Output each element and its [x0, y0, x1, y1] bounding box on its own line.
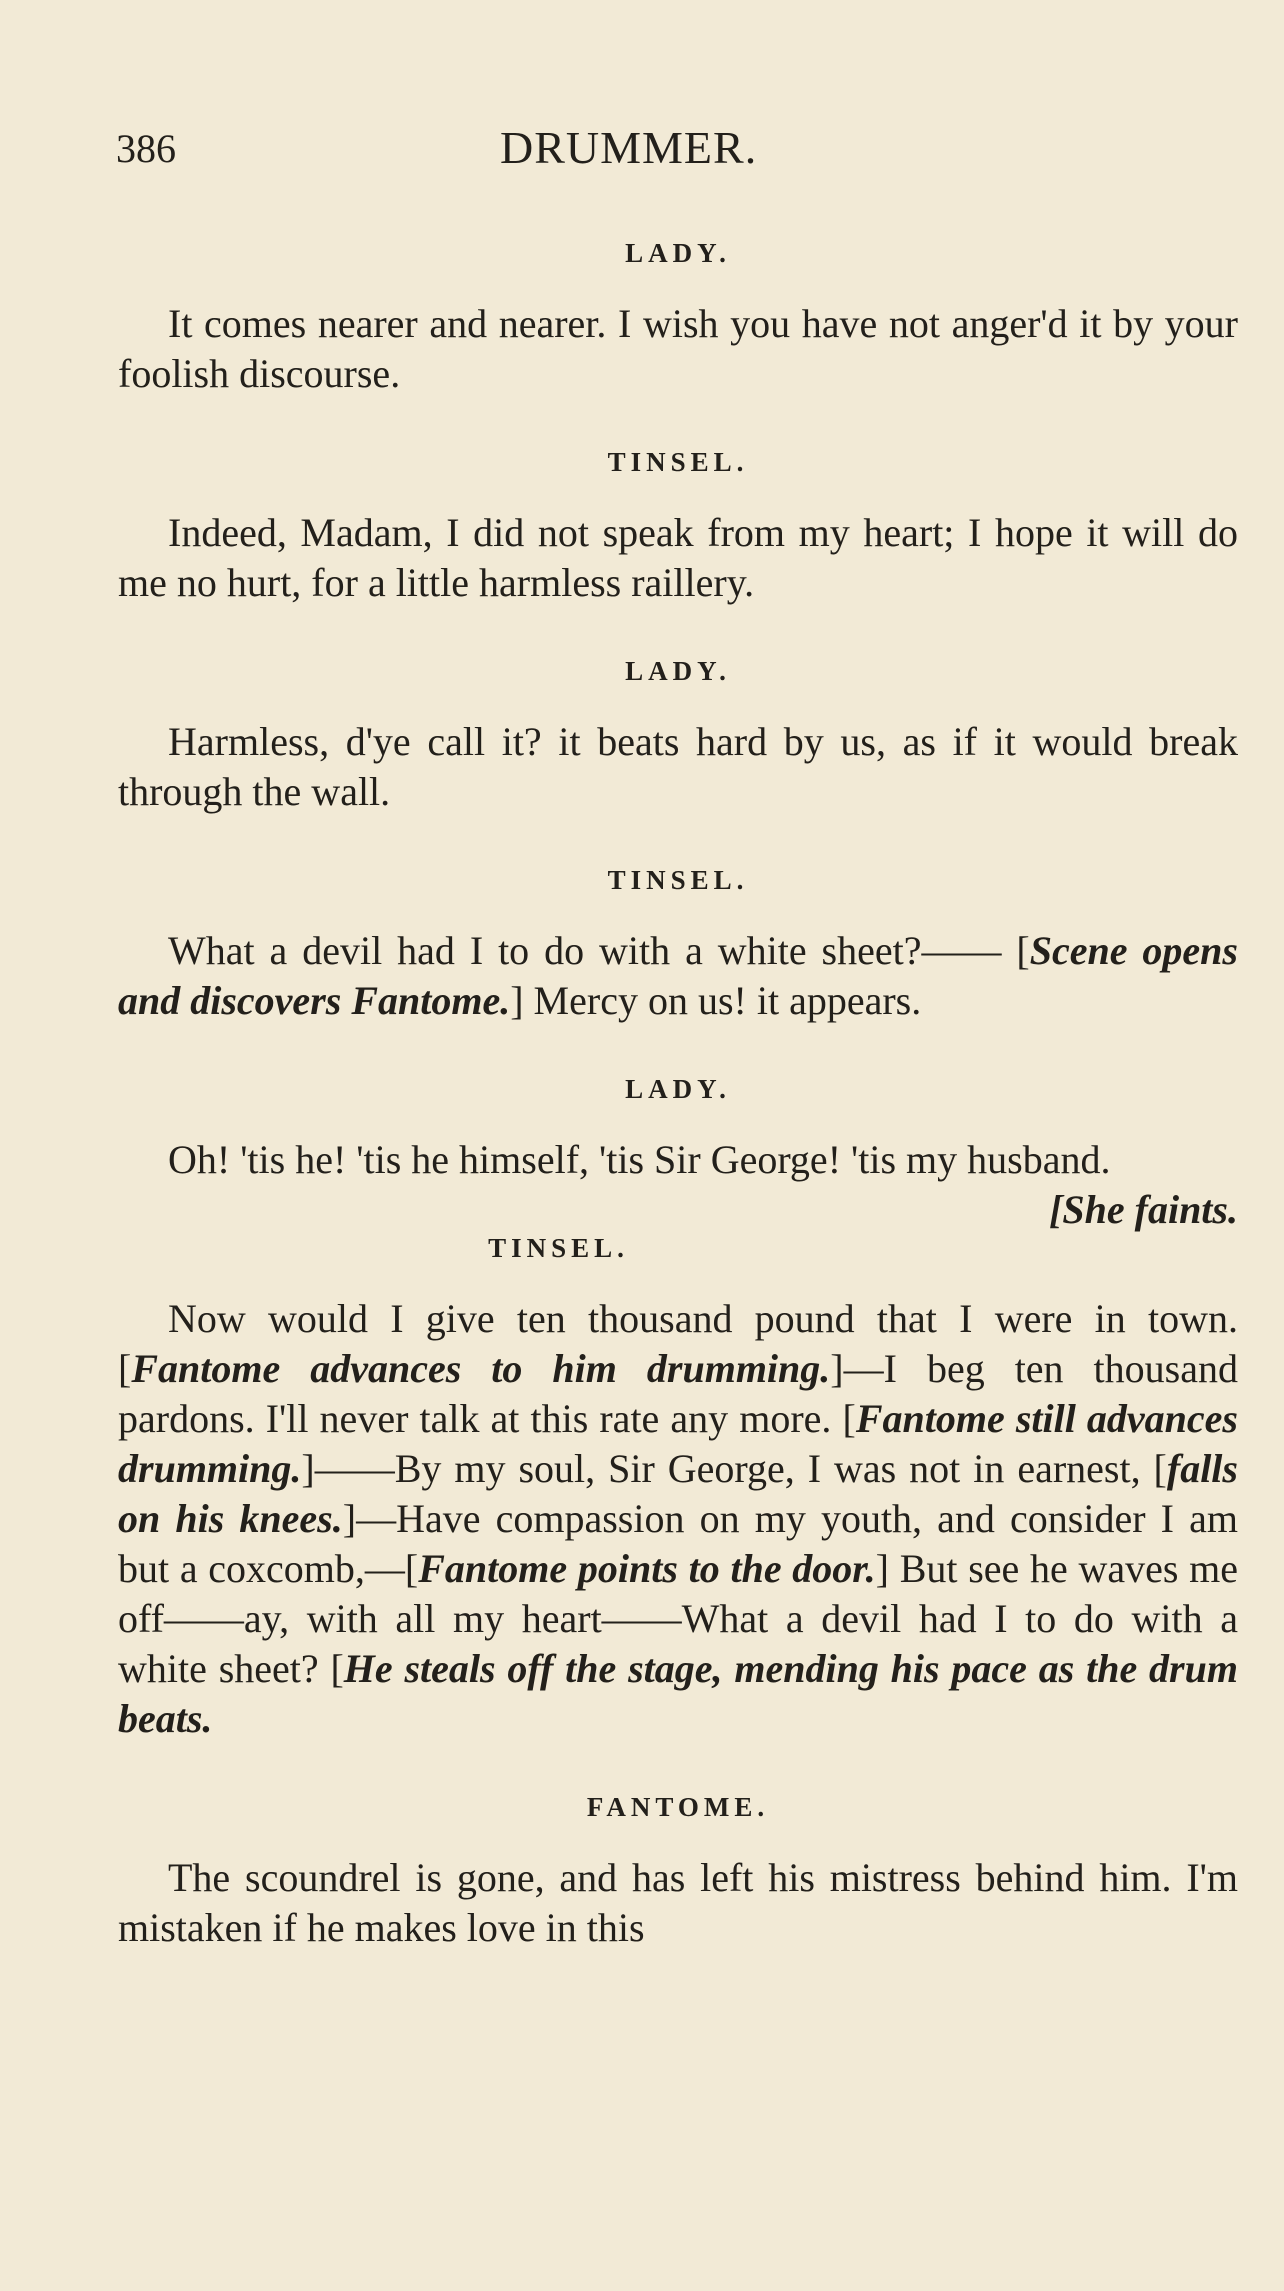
- dialogue-text: Indeed, Madam, I did not speak from my heart; I hope it will do me no hurt, for a little harmless raillery.: [118, 510, 1238, 605]
- stage-direction: Fantome still advances drumming.: [118, 1396, 1238, 1491]
- stage-direction: Fantome advances to him drumming.: [131, 1346, 831, 1391]
- dialogue-text: ] But see he waves me off——ay, with all my heart——What a devil had I to do with a white sheet? [: [118, 1546, 1239, 1691]
- stage-direction: [She faints.: [1049, 1187, 1238, 1232]
- speaker-name: TINSEL.: [607, 447, 749, 477]
- page-header: [0, 115, 1284, 195]
- speech-text: [118, 1135, 1238, 1232]
- dialogue-text: Now would I give ten thousand pound that I were in town. [: [118, 1296, 1238, 1391]
- speaker-name: TINSEL.: [488, 1233, 629, 1263]
- speaker-name: LADY.: [625, 1074, 731, 1104]
- dialogue-text: ]—Have compassion on my youth, and consider I am but a coxcomb,—[: [118, 1496, 1238, 1591]
- speaker-name: LADY.: [625, 238, 731, 268]
- stage-direction: Fantome points to the door.: [418, 1546, 876, 1591]
- dialogue-text: ]—I beg ten thousand pardons. I'll never talk at this rate any more. [: [118, 1346, 1238, 1441]
- running-head: DRUMMER.: [500, 122, 758, 173]
- speech-text: [118, 299, 1238, 399]
- speaker-name: LADY.: [625, 656, 731, 686]
- speech-text: [118, 1294, 1238, 1744]
- play-text: [118, 238, 1238, 2001]
- dialogue-text: What a devil had I to do with a white sheet?—— [: [168, 928, 1030, 973]
- speech-text: [118, 717, 1238, 817]
- speech-text: [118, 1853, 1238, 1953]
- speaker-name: TINSEL.: [607, 865, 749, 895]
- speech-text: [118, 926, 1238, 1026]
- dialogue-text: ] Mercy on us! it appears.: [510, 978, 922, 1023]
- stage-direction: falls on his knees.: [118, 1446, 1238, 1541]
- page-number: 386: [116, 126, 176, 171]
- dialogue-text: It comes nearer and nearer. I wish you have not anger'd it by your foolish discourse.: [118, 301, 1238, 396]
- speaker-name: FANTOME.: [586, 1792, 770, 1822]
- stage-direction: Scene opens and discovers Fantome.: [118, 928, 1238, 1023]
- dialogue-text: Harmless, d'ye call it? it beats hard by us, as if it would break through the wall.: [118, 719, 1238, 814]
- speech-text: [118, 508, 1238, 608]
- dialogue-text: ]——By my soul, Sir George, I was not in earnest, [: [301, 1446, 1167, 1491]
- dialogue-text: The scoundrel is gone, and has left his mistress behind him. I'm mistaken if he makes love in this: [118, 1855, 1238, 1950]
- dialogue-text: Oh! 'tis he! 'tis he himself, 'tis Sir George! 'tis my husband.: [168, 1137, 1111, 1182]
- stage-direction: He steals off the stage, mending his pace as the drum beats.: [118, 1646, 1238, 1741]
